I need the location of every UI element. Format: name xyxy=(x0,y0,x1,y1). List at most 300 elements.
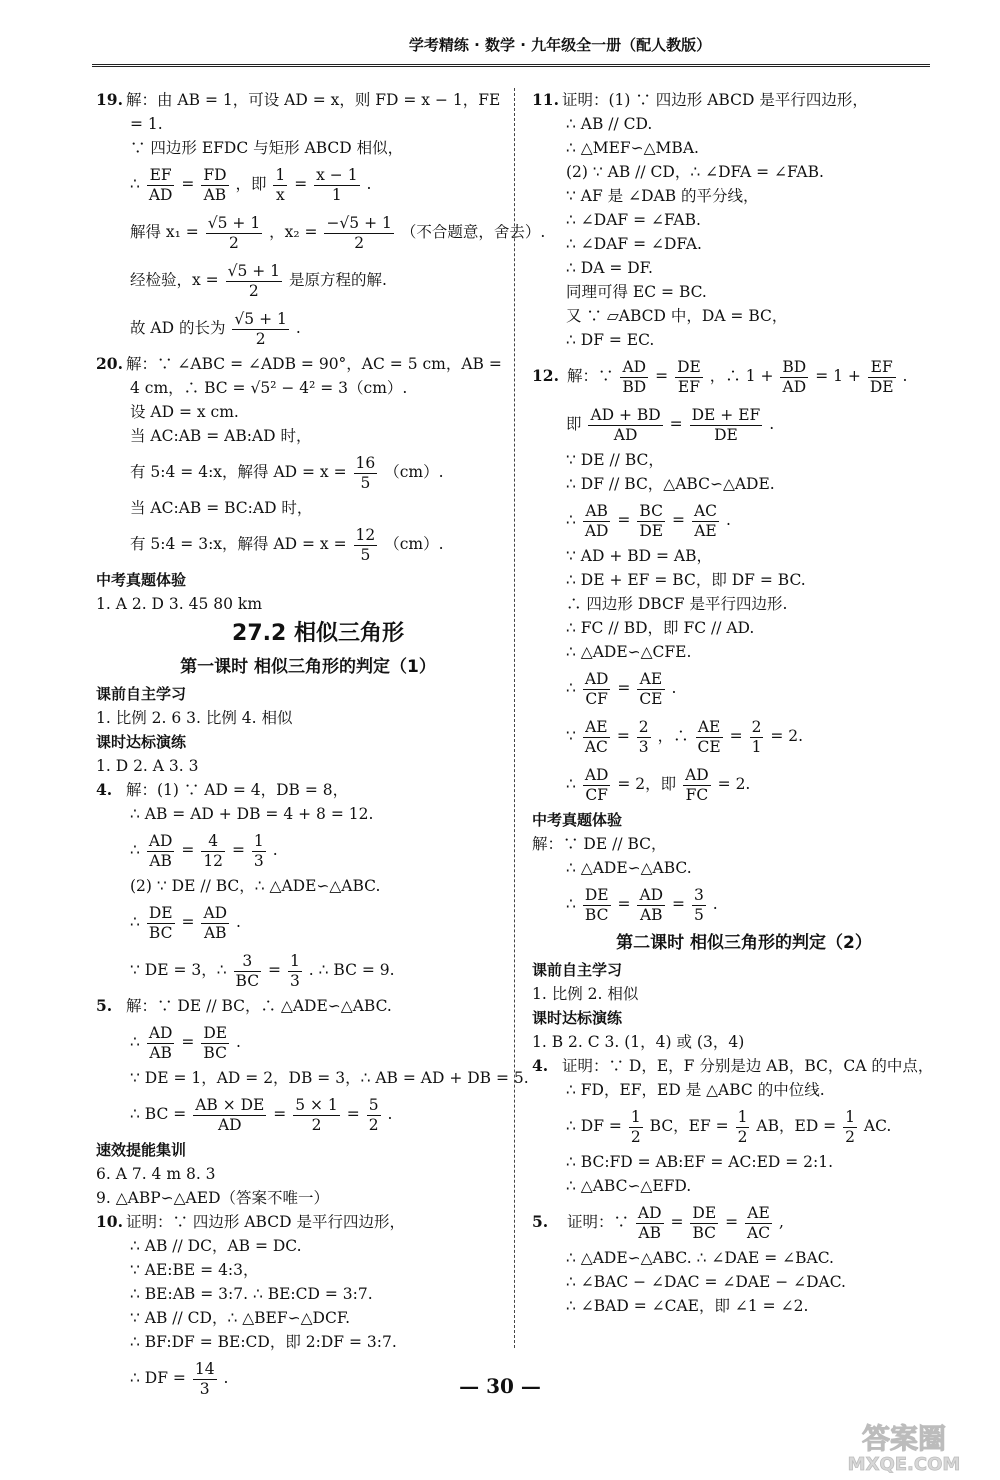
solution-line: (2) ∵ AB // CD，∴ ∠DFA = ∠FAB. xyxy=(566,163,824,181)
fraction xyxy=(736,1108,750,1147)
denominator: 2 xyxy=(255,329,266,348)
lesson-title: 第一课时 相似三角形的判定（1） xyxy=(180,657,436,677)
fraction xyxy=(234,952,262,991)
solution-line xyxy=(96,826,500,874)
fraction xyxy=(588,406,662,445)
numerator: x − 1 xyxy=(316,165,358,184)
solution-line xyxy=(96,1090,500,1138)
text: = xyxy=(181,175,195,193)
numerator: AD xyxy=(639,885,664,904)
text: （不合题意，舍去）. xyxy=(400,223,546,241)
numerator: 12 xyxy=(355,525,376,544)
fraction xyxy=(147,904,175,943)
text: ∴ BC = xyxy=(130,1105,187,1123)
text: BC，EF = xyxy=(649,1117,729,1135)
fraction xyxy=(583,886,611,925)
numerator: BD xyxy=(782,357,807,376)
numerator: EF xyxy=(147,166,175,186)
denominator: BC xyxy=(692,1223,717,1242)
solution-line: ∴ △MEF∽△MBA. xyxy=(566,139,699,157)
numerator: 1 xyxy=(253,831,264,850)
text: ∴ xyxy=(130,913,140,931)
numerator: BC xyxy=(637,502,665,522)
text: = xyxy=(670,1213,684,1231)
problem-number: 5. xyxy=(96,996,113,1015)
denominator: AB xyxy=(639,905,663,924)
problem-number: 12. xyxy=(532,366,559,385)
watermark-text: 答案圈 xyxy=(861,1422,947,1455)
problem-number: 11. xyxy=(532,90,559,109)
problem-5 xyxy=(96,994,529,1138)
column-divider xyxy=(514,88,515,1348)
solution-line: ∵ AE:BE = 4:3， xyxy=(130,1261,259,1279)
text: . ∴ BC = 9. xyxy=(308,961,395,979)
solution-line: 又 ∵ ▱ABCD 中，DA = BC， xyxy=(566,307,788,325)
problem-11 xyxy=(532,88,936,352)
denominator: 2 xyxy=(248,281,259,300)
numerator: AE xyxy=(696,718,723,738)
text: ，即 xyxy=(235,175,267,193)
numerator: AD xyxy=(620,358,648,378)
text: , xyxy=(779,1213,784,1231)
numerator: 2 xyxy=(638,717,649,736)
numerator: 3 xyxy=(234,952,262,972)
solution-line xyxy=(96,946,500,994)
answer-line: 6. A 7. 4 m 8. 3 xyxy=(96,1165,216,1183)
solution-line xyxy=(532,760,936,808)
denominator: 12 xyxy=(203,851,224,870)
text: 有 5:4 = 3:x，解得 AD = x = xyxy=(130,535,347,553)
denominator: 3 xyxy=(289,971,300,990)
numerator: 2 xyxy=(751,717,762,736)
text: . xyxy=(725,511,731,529)
solution-line xyxy=(532,880,936,928)
fraction xyxy=(692,886,706,925)
denominator: 3 xyxy=(199,1379,210,1398)
fraction xyxy=(293,1096,340,1135)
fraction xyxy=(324,214,393,253)
numerator: AD xyxy=(203,903,228,922)
solution-line: ∵ AD + BD = AB， xyxy=(566,547,712,565)
fraction xyxy=(690,406,763,445)
numerator: AD xyxy=(148,1023,173,1042)
denominator: 2 xyxy=(737,1127,748,1146)
text: = xyxy=(346,1105,360,1123)
numerator: 16 xyxy=(355,453,376,472)
fraction xyxy=(273,166,287,205)
text: . xyxy=(295,319,301,337)
denominator: 1 xyxy=(751,737,762,756)
fraction xyxy=(252,832,266,871)
fraction xyxy=(201,832,225,871)
text: AB，ED = xyxy=(756,1117,837,1135)
fraction xyxy=(354,454,378,493)
left-column xyxy=(96,88,546,1402)
numerator: AD + BD xyxy=(590,405,661,424)
fraction xyxy=(288,952,302,991)
numerator: AE xyxy=(745,1204,772,1224)
text: ∴ xyxy=(566,511,576,529)
text: 是原方程的解. xyxy=(288,271,387,289)
solution-line: 解：由 AB = 1，可设 AD = x，则 FD = x − 1，FE xyxy=(126,91,501,109)
section-heading: 中考真题体验 xyxy=(96,571,187,589)
denominator: CF xyxy=(585,785,608,804)
problem-number: 4. xyxy=(532,1056,549,1075)
text: ∴ xyxy=(566,775,576,793)
text: ∵ xyxy=(566,727,576,745)
numerator: 5 xyxy=(368,1095,379,1114)
denominator: 2 xyxy=(368,1115,379,1134)
solution-line: ∴ DF // BC，△ABC∽△ADE. xyxy=(566,475,775,493)
numerator: DE xyxy=(677,357,701,376)
solution-line: ∴ 四边形 DBCF 是平行四边形. xyxy=(566,595,788,613)
section-heading: 课时达标演练 xyxy=(532,1009,623,1027)
solution-line xyxy=(96,520,500,568)
solution-line xyxy=(96,256,500,304)
denominator: AD xyxy=(148,185,173,204)
solution-line xyxy=(532,496,936,544)
numerator: 1 xyxy=(275,165,286,184)
problem-4 xyxy=(96,778,500,994)
denominator: x xyxy=(275,185,285,204)
denominator: AD xyxy=(217,1115,242,1134)
solution-line xyxy=(96,1018,500,1066)
watermark-logo xyxy=(818,1418,990,1474)
numerator: AC xyxy=(693,501,717,520)
section-title: 27.2 相似三角形 xyxy=(232,621,404,646)
fraction xyxy=(201,904,229,943)
answer-line: 9. △ABP∽△AED（答案不唯一） xyxy=(96,1189,329,1207)
solution-line xyxy=(532,400,936,448)
answer-line: 1. B 2. C 3. (1，4) 或 (3，4) xyxy=(532,1033,745,1051)
text: ∴ DF = xyxy=(566,1117,622,1135)
solution-line: ∴ DA = DF. xyxy=(566,259,653,277)
fraction xyxy=(636,1204,664,1243)
solution-line xyxy=(96,208,546,256)
lesson-title: 第二课时 相似三角形的判定（2） xyxy=(616,933,872,953)
solution-line: ∵ DE = 1，AD = 2，DB = 3，∴ AB = AD + DB = 5. xyxy=(130,1069,529,1087)
fraction xyxy=(750,718,764,757)
solution-line: 解：∵ ∠ABC = ∠ADB = 90°，AC = 5 cm，AB = xyxy=(126,355,502,373)
text: ，∴ 1 + xyxy=(709,367,774,385)
solution-line: ∴ BF:DF = BE:CD，即 2:DF = 3:7. xyxy=(130,1333,397,1351)
denominator: 3 xyxy=(253,851,264,870)
text: = xyxy=(231,841,245,859)
fraction xyxy=(637,886,665,925)
solution-line: ∴ △ABC∽△EFD. xyxy=(566,1177,692,1195)
text: 解：∵ xyxy=(566,367,614,385)
text: 即 xyxy=(566,415,582,433)
problem-number: 4. xyxy=(96,780,113,799)
denominator: AB xyxy=(638,1223,661,1242)
text: ∵ DE = 3，∴ xyxy=(130,961,227,979)
solution-line: ∴ △ADE∽△ABC. ∴ ∠DAE = ∠BAC. xyxy=(566,1249,834,1267)
text: = 2. xyxy=(770,727,804,745)
text: ∴ xyxy=(130,1033,140,1051)
solution-line xyxy=(532,712,936,760)
numerator: AB xyxy=(583,502,611,522)
denominator: 2 xyxy=(229,233,239,252)
text: = xyxy=(617,511,631,529)
fraction xyxy=(147,1024,175,1063)
section-heading: 中考真题体验 xyxy=(532,811,623,829)
solution-line: 解：∵ DE // BC， xyxy=(532,835,667,853)
solution-line: 设 AD = x cm. xyxy=(130,403,239,421)
text: = xyxy=(181,1033,195,1051)
solution-line: ∴ AB // CD. xyxy=(566,115,653,133)
solution-line xyxy=(96,304,500,352)
denominator: 5 xyxy=(693,905,704,924)
text: = xyxy=(616,727,630,745)
solution-line: ∴ FD，EF，ED 是 △ABC 的中位线. xyxy=(566,1081,825,1099)
text: 解得 x₁ = xyxy=(130,223,199,241)
fraction xyxy=(692,502,719,541)
section-heading: 课前自主学习 xyxy=(96,685,187,703)
text: . xyxy=(366,175,372,193)
solution-line xyxy=(532,352,936,400)
solution-line: ∴ AB // DC，AB = DC. xyxy=(130,1237,302,1255)
numerator: DE xyxy=(203,1023,228,1042)
text: = xyxy=(617,895,631,913)
text: ∴ xyxy=(566,679,576,697)
denominator: 2 xyxy=(354,233,365,252)
fraction xyxy=(629,1108,643,1147)
text: = xyxy=(655,367,669,385)
solution-line: ∴ BC:FD = AB:EF = AC:ED = 2:1. xyxy=(566,1153,834,1171)
fraction xyxy=(147,166,175,205)
text: = xyxy=(273,1105,287,1123)
text: （cm）. xyxy=(384,463,444,481)
solution-line: 当 AC:AB = AB:AD 时， xyxy=(130,427,312,445)
text: = xyxy=(672,895,685,913)
denominator: 2 xyxy=(845,1127,855,1146)
solution-line: ∵ DE // BC， xyxy=(566,451,664,469)
fraction xyxy=(193,1096,266,1135)
text: = xyxy=(672,511,685,529)
solution-line: 4 cm，∴ BC = √5² − 4² = 3（cm）. xyxy=(130,379,408,397)
problem-19 xyxy=(96,88,546,352)
solution-line: 当 AC:AB = BC:AD 时， xyxy=(130,499,313,517)
problem-4-lesson2 xyxy=(532,1054,936,1198)
problem-number: 19. xyxy=(96,90,123,109)
numerator: DE xyxy=(692,1203,717,1222)
numerator: AB × DE xyxy=(195,1095,265,1114)
right-column xyxy=(532,88,936,1318)
solution-line: ∴ DF = EC. xyxy=(566,331,655,349)
numerator: 1 xyxy=(630,1107,641,1126)
denominator: BD xyxy=(622,377,647,396)
answer-line: 1. D 2. A 3. 3 xyxy=(96,757,199,775)
solution-line: ∴ △ADE∽△ABC. xyxy=(566,859,692,877)
denominator: AD xyxy=(613,425,638,444)
solution-line: 证明：∵ 四边形 ABCD 是平行四边形， xyxy=(126,1213,405,1231)
denominator: AB xyxy=(149,851,172,870)
numerator: AE xyxy=(583,718,610,738)
denominator: DE xyxy=(639,521,664,540)
text: . xyxy=(769,415,775,433)
text: = xyxy=(725,1213,739,1231)
solution-line xyxy=(96,160,500,208)
solution-line xyxy=(96,448,500,496)
solution-line: ∴ ∠BAD = ∠CAE，即 ∠1 = ∠2. xyxy=(566,1297,809,1315)
fraction xyxy=(583,766,611,805)
numerator: √5 + 1 xyxy=(207,213,261,232)
numerator: DE xyxy=(584,885,609,904)
numerator: 5 × 1 xyxy=(295,1095,338,1114)
fraction xyxy=(147,832,175,871)
solution-line: 同理可得 EC = BC. xyxy=(566,283,707,301)
solution-line: ∴ ∠BAC − ∠DAC = ∠DAE − ∠DAC. xyxy=(566,1273,846,1291)
text: = 2. xyxy=(717,775,751,793)
fraction xyxy=(780,358,808,397)
denominator: AB xyxy=(149,1043,172,1062)
text: . xyxy=(236,913,241,931)
solution-line: ∴ FC // BD，即 FC // AD. xyxy=(566,619,755,637)
denominator: AC xyxy=(584,737,608,756)
fraction xyxy=(367,1096,381,1135)
numerator: 4 xyxy=(201,832,225,852)
fraction xyxy=(206,214,262,253)
text: ∴ xyxy=(130,175,140,193)
fraction xyxy=(620,358,648,397)
numerator: 1 xyxy=(845,1107,855,1126)
denominator: BC xyxy=(584,905,609,924)
denominator: BC xyxy=(203,1043,227,1062)
fraction xyxy=(745,1204,772,1243)
numerator: DE xyxy=(148,903,173,922)
problem-20 xyxy=(96,352,500,568)
problem-number: 10. xyxy=(96,1212,123,1231)
fraction xyxy=(637,718,651,757)
solution-line: = 1. xyxy=(130,115,163,133)
text: （cm）. xyxy=(384,535,444,553)
text: = xyxy=(268,961,282,979)
denominator: DE xyxy=(869,377,894,396)
solution-line: ∵ AB // CD，∴ △BEF∽△DCF. xyxy=(130,1309,351,1327)
numerator: 3 xyxy=(693,885,704,904)
answer-line: 1. A 2. D 3. 45 80 km xyxy=(96,595,263,613)
solution-line: 证明：(1) ∵ 四边形 ABCD 是平行四边形， xyxy=(562,91,868,109)
fraction xyxy=(583,502,611,541)
numerator: √5 + 1 xyxy=(227,261,281,280)
numerator: AD xyxy=(584,669,609,688)
solution-line xyxy=(532,1102,936,1150)
solution-line: 解：(1) ∵ AD = 4，DB = 8， xyxy=(126,781,349,799)
denominator: CE xyxy=(639,689,663,708)
fraction xyxy=(843,1108,857,1147)
solution-line: ∵ AF 是 ∠DAB 的平分线， xyxy=(566,187,759,205)
solution-line: ∴ ∠DAF = ∠DFA. xyxy=(566,235,702,253)
section-heading: 课时达标演练 xyxy=(96,733,187,751)
denominator: AE xyxy=(694,521,717,540)
numerator: AD xyxy=(148,831,173,850)
text: . xyxy=(272,841,278,859)
solution-line xyxy=(96,898,500,946)
solution-line: (2) ∵ DE // BC，∴ △ADE∽△ABC. xyxy=(130,877,381,895)
answer-line: 1. 比例 2. 相似 xyxy=(532,985,639,1003)
fraction xyxy=(637,670,664,709)
problem-number: 20. xyxy=(96,354,123,373)
denominator: AB xyxy=(203,923,227,942)
text: = xyxy=(181,913,195,931)
numerator: DE + EF xyxy=(691,405,761,424)
numerator: AE xyxy=(637,670,664,690)
solution-line: ∴ BE:AB = 3:7. ∴ BE:CD = 3:7. xyxy=(130,1285,373,1303)
fraction xyxy=(868,358,896,397)
fraction xyxy=(314,166,359,205)
denominator: AB xyxy=(203,185,227,204)
fraction xyxy=(637,502,665,541)
fraction xyxy=(232,310,288,349)
denominator: AD xyxy=(584,521,609,540)
fraction xyxy=(226,262,282,301)
denominator: 2 xyxy=(311,1115,322,1134)
text: . xyxy=(671,679,677,697)
header-title: 学考精练 · 数学 · 九年级全一册（配人教版） xyxy=(408,36,712,54)
text: . xyxy=(712,895,718,913)
solution-line xyxy=(532,1198,936,1246)
solution-line: ∴ ∠DAF = ∠FAB. xyxy=(566,211,701,229)
text: ，x₂ = xyxy=(269,223,318,241)
text: AC. xyxy=(863,1117,892,1135)
text: . xyxy=(236,1033,241,1051)
text: = xyxy=(617,679,631,697)
numerator: 14 xyxy=(194,1359,215,1378)
text: . xyxy=(387,1105,393,1123)
text: = xyxy=(669,415,683,433)
solution-line xyxy=(532,664,936,712)
denominator: AD xyxy=(782,377,807,396)
fraction xyxy=(683,766,711,805)
problem-number: 5. xyxy=(532,1212,549,1231)
text: ∴ DF = xyxy=(130,1369,186,1387)
header-rule xyxy=(92,64,930,67)
fraction xyxy=(583,718,610,757)
solution-line: 解：∵ DE // BC，∴ △ADE∽△ABC. xyxy=(126,997,392,1015)
problem-5-lesson2 xyxy=(532,1198,936,1318)
section-heading: 课前自主学习 xyxy=(532,961,623,979)
problem-12 xyxy=(532,352,936,808)
numerator: FD xyxy=(203,165,227,184)
denominator: CE xyxy=(697,737,721,756)
denominator: AC xyxy=(747,1223,771,1242)
fraction xyxy=(675,358,703,397)
denominator: BC xyxy=(148,923,173,942)
denominator: FC xyxy=(685,785,709,804)
text: 故 AD 的长为 xyxy=(130,319,226,337)
denominator: 3 xyxy=(638,737,649,756)
denominator: 5 xyxy=(360,545,371,564)
numerator: 1 xyxy=(737,1107,748,1126)
text: . xyxy=(223,1369,229,1387)
watermark-url: MXQE.COM xyxy=(847,1454,961,1474)
fraction xyxy=(201,166,228,205)
denominator: BC xyxy=(235,971,260,990)
solution-line: 证明：∵ D，E，F 分别是边 AB，BC，CA 的中点， xyxy=(562,1057,934,1075)
text: 证明：∵ xyxy=(566,1213,629,1231)
denominator: 5 xyxy=(360,473,371,492)
fraction xyxy=(696,718,723,757)
text: ∴ xyxy=(130,841,140,859)
solution-line: ∴ AB = AD + DB = 4 + 8 = 12. xyxy=(130,805,374,823)
numerator: EF xyxy=(868,358,896,378)
solution-line: ∴ DE + EF = BC，即 DF = BC. xyxy=(566,571,806,589)
fraction xyxy=(354,526,378,565)
text: 有 5:4 = 4:x，解得 AD = x = xyxy=(130,463,347,481)
numerator: √5 + 1 xyxy=(234,309,287,328)
numerator: AD xyxy=(584,765,609,784)
numerator: AD xyxy=(685,765,709,784)
